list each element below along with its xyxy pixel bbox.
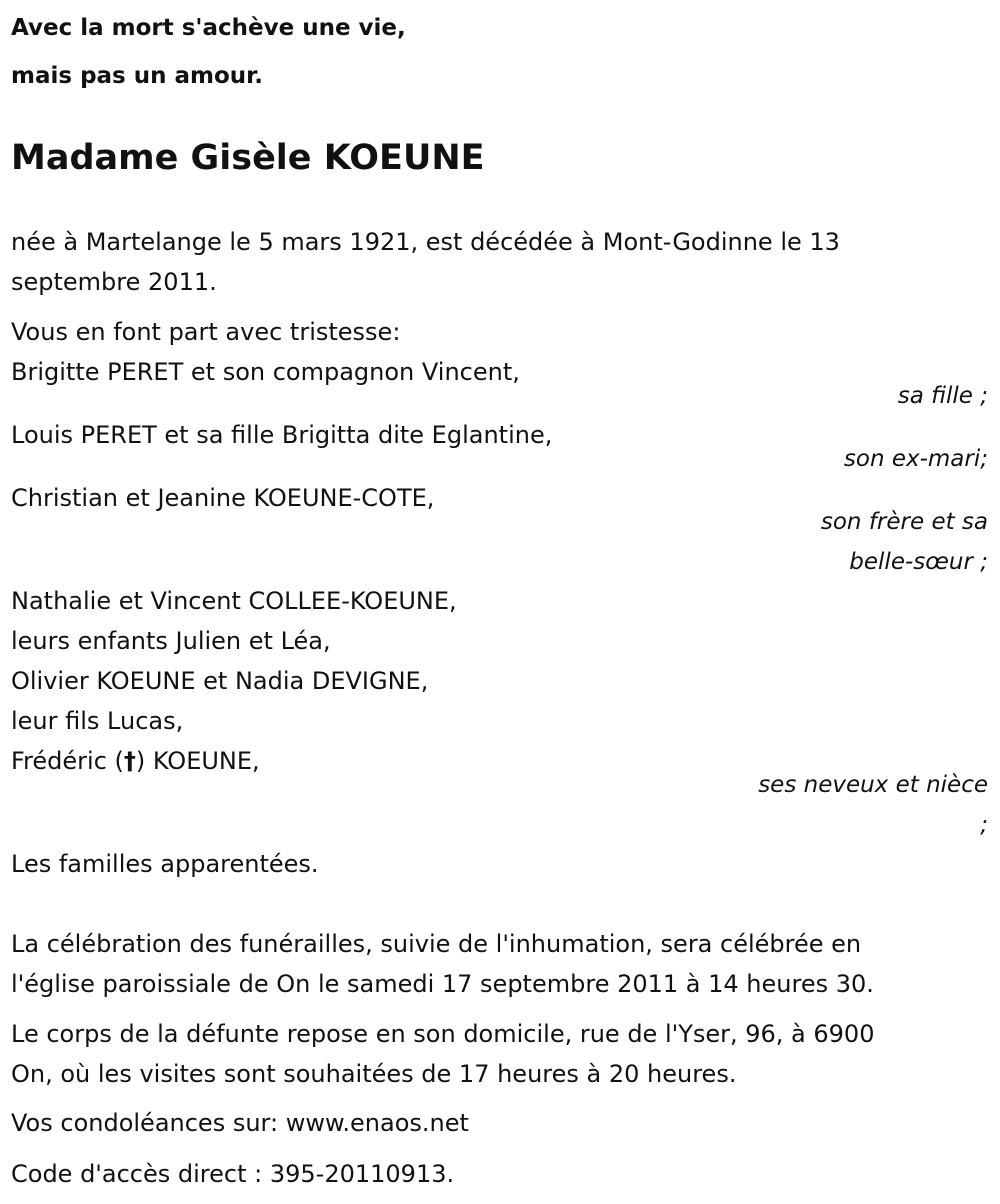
rest-line-1: Le corps de la défunte repose en son domicile, rue de l'Yser, 96, à 6900 — [11, 1020, 875, 1048]
cross-icon: † — [123, 747, 136, 775]
family-member-brigitte: Brigitte PERET et son compagnon Vincent, — [11, 358, 520, 386]
role-brother-line-2: belle-sœur ; — [849, 549, 988, 575]
rest-line-2: On, où les visites sont souhaitées de 17 heures à 20 heures. — [11, 1060, 737, 1088]
condolences-text: Vos condoléances sur: www.enaos.net — [11, 1109, 469, 1137]
role-brother-line-1: son frère et sa — [820, 509, 988, 535]
page-title: Madame Gisèle KOEUNE — [11, 138, 485, 178]
access-code-text: Code d'accès direct : 395-20110913. — [11, 1160, 455, 1188]
family-member-frederic — [11, 742, 260, 780]
role-nephews-line-2: ; — [980, 812, 988, 838]
epigraph-line-1: Avec la mort s'achève une vie, — [11, 15, 406, 41]
epigraph-line-2: mais pas un amour. — [11, 63, 263, 89]
ceremony-line-2: l'église paroissiale de On le samedi 17 septembre 2011 à 14 heures 30. — [11, 970, 874, 998]
announcement-text: Vous en font part avec tristesse: — [11, 318, 401, 346]
frederic-name-end: ) KOEUNE, — [135, 747, 260, 775]
role-daughter: sa fille ; — [897, 383, 988, 409]
frederic-name-start: Frédéric ( — [11, 747, 124, 775]
related-families: Les familles apparentées. — [11, 850, 319, 878]
birth-death-line-2: septembre 2011. — [11, 268, 217, 296]
birth-death-line-1: née à Martelange le 5 mars 1921, est décédée à Mont-Godinne le 13 — [11, 228, 840, 256]
family-member-louis: Louis PERET et sa fille Brigitta dite Eglantine, — [11, 421, 553, 449]
family-member-nathalie: Nathalie et Vincent COLLEE-KOEUNE, — [11, 587, 457, 615]
family-member-lucas: leur fils Lucas, — [11, 707, 184, 735]
family-member-christian: Christian et Jeanine KOEUNE-COTE, — [11, 484, 435, 512]
family-member-olivier: Olivier KOEUNE et Nadia DEVIGNE, — [11, 667, 429, 695]
role-ex-husband: son ex-mari; — [843, 446, 988, 472]
ceremony-line-1: La célébration des funérailles, suivie de l'inhumation, sera célébrée en — [11, 930, 862, 958]
family-member-children: leurs enfants Julien et Léa, — [11, 627, 331, 655]
role-nephews-line-1: ses neveux et nièce — [758, 772, 988, 798]
